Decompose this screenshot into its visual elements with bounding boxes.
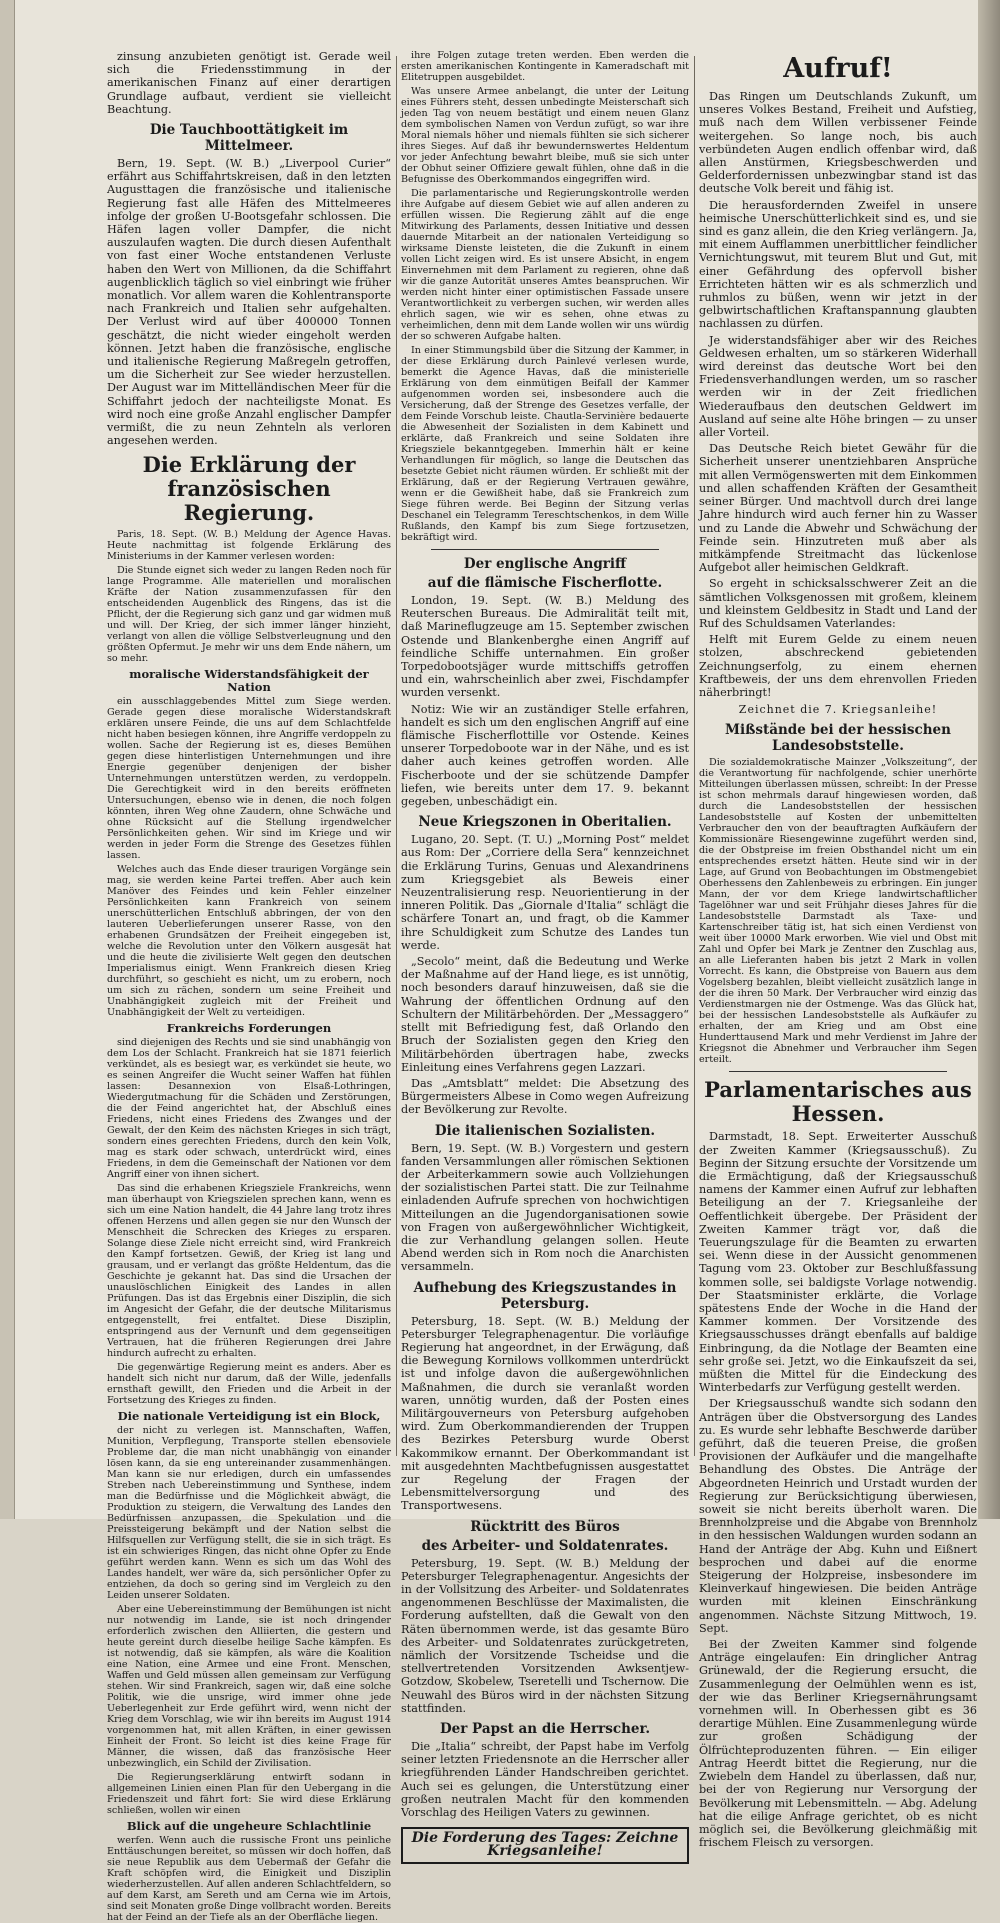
article-text: Das sind die erhabenen Kriegsziele Frankreichs, wenn man überhaupt von Kriegszielen sprechen kann, wenn es sich um eine Nation handelt, die 44 Jahre lang trotz ihres offenen Herzens und allen gegen sie nur den Wunsch der Menschheit die Schrecken des Krieges zu ersparen. Solange diese Ziele nicht erreicht sind, wird Frankreich den Kampf fortsetzen. Gewiß, der Krieg ist lang und grausam, und er verlangt das größte Heldentum, das die Geschichte je gekannt hat. Das sind die Ursachen der unauslöschlichen Einigkeit des Landes in allen Prüfungen. Das ist das Ergebnis einer Disziplin, die sich im Angesicht der Gefahr, die der deutsche Militarismus entgegenstellt, frei entfaltet. Diese Disziplin, entspringend aus der Vernunft und dem gegenseitigen Vertrauen, hat die früheren Regierungen drei Jahre hindurch aufrecht zu erhalten. — [107, 1183, 391, 1360]
article-text: Aber eine Uebereinstimmung der Bemühungen ist nicht nur notwendig im Lande, sie ist noch dringender erforderlich zwischen den Alliierten, die gestern und heute gereint durch dieselbe heilige Sache kämpfen. Es ist notwendig, daß sie kämpfen, als wäre die Koalition eine Nation, eine Armee und eine Front. Menschen, Waffen und Geld müssen allen gemeinsam zur Verfügung stehen. Wir sind Frankreich, sagen wir, daß eine solche Politik, wie die unsrige, wird immer ohne jede Ueberlegenheit zur Erde geführt wird, wenn nicht der Krieg dem Vorschlag, wie wir ihn bereits im August 1914 vorgenommen hat, mit allen Kräften, in einer gewissen Einheit der Front. So leicht ist dies keine Frage für Männer, die wissen, daß das französische Heer unbezwinglich, ein Schild der Zivilisation. — [107, 1604, 391, 1770]
article-text: ein ausschlaggebendes Mittel zum Siege werden. Gerade gegen diese moralische Widerstandskraft erklären unsere Feinde, die uns auf dem Schlachtfelde nicht haben besiegen können, ihre Angriffe verdoppeln zu wollen. Sache der Regierung ist es, dieses Bemühen gegen diese hinterlistigen Unternehmungen und ihre Energie gegenüber denjenigen der bisher Unternehmungen unterstützen werden, zu verdoppeln. Die Gerechtigkeit wird in den bereits eröffneten Untersuchungen, ebenso wie in denen, die noch folgen könnten, ihren Weg ohne Zaudern, ohne Schwäche und ohne Rücksicht auf die Stellung irgendwelcher Persönlichkeiten gehen. Wir sind im Kriege und wir werden in jeder Form die Strenge des Gesetzes fühlen lassen. — [107, 696, 391, 862]
article-text: zinsung anzubieten genötigt ist. Gerade weil sich die Friedensstimmung in der amerikanischen Finanz auf einer derartigen Grundlage aufbaut, verdient sie vielleicht Beachtung. — [107, 50, 391, 116]
article-text: Bei der Zweiten Kammer sind folgende Anträge eingelaufen: Ein dringlicher Antrag Grünewald, der die Regierung ersucht, die Zusammenlegung der Oelmühlen wenn es ist, der wie das Berliner Kriegsernährungsamt vornehmen will. In Oberhessen gibt es 36 derartige Mühlen. Eine Zusammenlegung würde zur großen Schädigung der Ölfrüchteproduzenten führen. — Ein eiliger Antrag Heerdt bittet die Regierung, nur die Zwiebeln dem Handel zu überlassen, daß nur, bei der von Regierung nur Versorgung der Bevölkerung mit Lebensmitteln. — Abg. Adelung hat die eilige Anfrage gerichtet, ob es nicht möglich sei, die Bevölkerung gleichmäßig mit frischem Fleisch zu versorgen. — [699, 1638, 977, 1850]
headline-sozialisten: Die italienischen Sozialisten. — [434, 1122, 656, 1139]
article-text: Darmstadt, 18. Sept. Erweiterter Ausschuß der Zweiten Kammer (Kriegsausschuß). Zu Beginn der Sitzung ersuchte der Vorsitzende um die Ermächtigung, daß der Kriegsausschuß namens der Kammer einen Aufruf zur lebhaften Beteiligung an der 7. Kriegsanleihe der Oeffentlichkeit übergebe. Der Präsident der Zweiten Kammer trägt vor, daß die Teuerungszulage für die Beamten zu erwarten sei. Wenn diese in der Aussicht genommenen Tagung vom 23. Oktober zur Beschlußfassung kommen solle, sei baldigste Vorlage notwendig. Der Staatsminister erklärte, die Vorlage spätestens Ende der Woche in die Hand der Kammer kommen. Der Vorsitzende des Kriegsausschusses drängt ebenfalls auf baldige Einbringung, da die Notlage der Beamten eine sehr große sei. Jetzt, wo die Einkaufszeit da sei, müßten die Mittel für die Eindeckung des Winterbedarfs zur Verfügung gestellt werden. — [699, 1130, 977, 1395]
article-text: Paris, 18. Sept. (W. B.) Meldung der Agence Havas. Heute nachmittag ist folgende Erklärung des Ministeriums in der Kammer verlesen worden: — [107, 529, 391, 563]
page-edge-left — [0, 0, 15, 1519]
headline-englisch-2: auf die flämische Fischerflotte. — [427, 575, 663, 591]
subheading-schlachtlinie: Blick auf die ungeheure Schlachtlinie — [126, 1819, 372, 1834]
headline-englisch-1: Der englische Angriff — [463, 556, 627, 572]
column-middle — [401, 50, 689, 1860]
article-text: der nicht zu verlegen ist. Mannschaften, Waffen, Munition, Verpflegung, Transporte stellen ebensoviele Probleme dar, die man nicht unabhängig von einander lösen kann, da sie eng untereinander zusammenhängen. Man kann sie nur erledigen, durch ein umfassendes Streben nach Uebereinstimmung und Synthese, indem man die Bedürfnisse und die Möglichkeit abwägt, die Produktion zu steigern, die Verwaltung des Landes den Bedürfnissen anzupassen, die Spekulation und die Preissteigerung bekämpft und der Nation selbst die Hilfsquellen zur Verfügung stellt, die sie in sich trägt. Es ist ein schwieriges Ringen, das nicht ohne Opfer zu Ende geführt werden kann. Wenn es sich um das Wohl des Landes handelt, wer wäre da, sich persönlicher Opfer zu entziehen, da doch so gering sind im Vergleich zu den Leiden unserer Soldaten. — [107, 1425, 391, 1602]
article-text: Die sozialdemokratische Mainzer „Volkszeitung“, der die Verantwortung für nachfolgende, schier unerhörte Mitteilungen überlassen müssen, schreibt: In der Presse ist schon mehrmals darauf hingewiesen worden, daß durch die Landesobststellen der hessischen Landesobststelle auf Kosten der unbemittelten Verbraucher den von der beauftragten Aufkäufern der Kommissionäre Riesengewinne zugeführt werden sind, die der Obstpreise im freien Obsthandel nicht um ein entsprechendes ersetzt hätten. Heute sind wir in der Lage, auf Grund von Beobachtungen im Obstmengebiet Oberhessens den Zahlenbeweis zu erbringen. Ein junger Mann, der vor dem Kriege landwirtschaftlicher Tagelöhner war und seit Frühjahr dieses Jahres für die Landesobststelle Darmstadt als Taxe- und Kartenschreiber tätig ist, hat sich einen Verdienst von weit über 10000 Mark erworben. Wie viel und Obst mit Zahl und Opfer bei Mark je Zentner den Zuschlag aus, an alle Lieferanten haben bis jetzt 2 Mark in vollen Vorrecht. Es kann, die Obstpreise von Bauern aus dem Vogelsberg bezahlen, bleibt vielleicht zusätzlich lange in der die ihren 50 Mark. Der Verbraucher wird einzig das Verdienstmargen nie der Ostmenge. Was das Glück hat, bei der hessischen Landesobststelle als Aufkäufer zu erhalten, der am Krieg und am Obst eine Hunderttausend Mark und mehr Verdienst im Jahre der Kriegsnot die Abnehmer und Verbraucher ihm Segen erteilt. — [699, 757, 977, 1066]
article-text: Das „Amtsblatt“ meldet: Die Absetzung des Bürgermeisters Albese in Como wegen Aufreizung der Bevölkerung zur Revolte. — [401, 1076, 689, 1117]
divider — [729, 1071, 947, 1072]
article-text: Die Stunde eignet sich weder zu langen Reden noch für lange Programme. Alle materiellen und moralischen Kräfte der Nation zusammenzufassen für den entscheidenden Augenblick des Ringens, das ist die Pflicht, der die Regierung sich ganz und gar widmen muß und will. Der Krieg, der sich immer länger hinzieht, verlangt von allen die völlige Selbstverleugnung und den größten Opfermut. Je mehr wir uns dem Ende nähern, um so mehr. — [107, 565, 391, 665]
zeichnet-line: Zeichnet die 7. Kriegsanleihe! — [738, 703, 938, 717]
article-text: In einer Stimmungsbild über die Sitzung der Kammer, in der diese Erklärung durch Painlevé verlesen wurde, bemerkt die Agence Havas, daß die ministerielle Erklärung von dem einmütigen Beifall der Kammer aufgenommen worden sei, insbesondere auch die Versicherung, daß der Strenge des Gesetzes verfalle, der dem Feinde Vorschub leiste. Chautla-Servinière bedauerte die Abwesenheit der Sozialisten in dem Kabinett und erklärte, daß Frankreich und seine Soldaten ihre Kriegsziele bekanntgegeben. Immerhin hält er keine Verhandlungen für möglich, so lange die Deutschen das besetzte Gebiet nicht räumen würden. Er schließt mit der Erklärung, daß er der Regierung Vertrauen gewähre, wenn er die Gewißheit habe, daß sie Frankreich zum Siege führen werde. Bei Beginn der Sitzung verlas Deschanel ein Telegramm Tereschtschenkos, in dem Wille Rußlands, den Kampf bis zum Siege fortzusetzen, bekräftigt wird. — [401, 345, 689, 543]
article-text: Welches auch das Ende dieser traurigen Vorgänge sein mag, sie werden keine Partei treffen. Aber auch kein Manöver des Feindes und kein Fehler einzelner Persönlichkeiten kann Frankreich von seinem unerschütterlichen Entschluß abbringen, der von den lauteren Ueberlieferungen unserer Rasse, von den erhabenen Grundsätzen der Freiheit eingegeben ist, welche die Revolution unter den Völkern ausgesät hat und die heute die zivilisierte Welt gegen den deutschen Imperialismus einigt. Wenn Frankreich diesen Krieg durchführt, so geschieht es nicht, um zu erobern, noch um sich zu rächen, sondern um seine Freiheit und Unabhängigkeit zugleich mit der Freiheit und Unabhängigkeit der Welt zu verteidigen. — [107, 864, 391, 1019]
subheading-moral: moralische Widerstandsfähigkeit der Nation — [129, 667, 369, 695]
headline-parlamentarisches: Parlamentarisches aus Hessen. — [704, 1077, 972, 1127]
headline-tauchboot: Die Tauchboottätigkeit im Mittelmeer. — [149, 122, 349, 155]
page-edge-right — [978, 0, 1000, 1519]
article-text: Was unsere Armee anbelangt, die unter der Leitung eines Führers steht, dessen unbedingte Meisterschaft sich jeden Tag von neuem bestätigt und einem neuen Glanz dem symbolischen Namen von Verdun zufügt, so war ihre Moral niemals höher und niemals fühlten sie sich sicherer ihres Sieges. Auf daß ihr bewundernswertes Heldentum vor jeder Anfechtung bewahrt bleibe, muß sie sich unter der Obhut seiner Offiziere gewalt fühlen, ohne daß in die Befugnisse des Oberkommandos eingegriffen wird. — [401, 86, 689, 185]
article-text: Das Deutsche Reich bietet Gewähr für die Sicherheit unserer unentziehbaren Ansprüche mit allen Vermögenswerten mit dem Einkommen und allen schaffenden Kräften der Gesamtheit seiner Bürger. Und machtvoll durch drei lange Jahre hindurch wird auch ferner hin zu Wasser und zu Lande die Abwehr und Schwächung der Feinde sein. Hinzutreten muß aber als mitkämpfende Streitmacht das lückenlose Aufgebot aller heimischen Geldkraft. — [699, 442, 977, 575]
article-text: Petersburg, 18. Sept. (W. B.) Meldung der Petersburger Telegraphenagentur. Die vorläufige Regierung hat angeordnet, in der Erwägung, daß die Bewegung Kornilows vollkommen unterdrückt ist und infolge davon die außergewöhnlichen Maßnahmen, die durch sie veranlaßt worden waren, unnötig wurden, daß der Posten eines Militärgouverneurs von Petersburg aufgehoben wird. Zum Oberkommandierenden der Truppen des Bezirkes Petersburg wurde Oberst Kakommikow ernannt. Der Oberkommandant ist mit ausgedehnten Machtbefugnissen ausgestattet zur Regelung der Fragen der Lebensmittelversorgung und des Transportwesens. — [401, 1314, 689, 1513]
article-text: sind diejenigen des Rechts und sie sind unabhängig von dem Los der Schlacht. Frankreich hat sie 1871 feierlich verkündet, als es besiegt war, es verkündet sie heute, wo es seinen Angreifer die Wucht seiner Waffen hat fühlen lassen: Desannexion von Elsaß-Lothringen, Wiedergutmachung für die Schäden und Zerstörungen, die der Feind angerichtet hat, der Abschluß eines Friedens, nicht eines Friedens des Zwanges und der Gewalt, der den Keim des nächsten Krieges in sich trägt, sondern eines gerechten Friedens, durch den kein Volk, mag es stark oder schwach, unterdrückt wird, eines Friedens, in dem die Gemeinschaft der Nationen vor dem Angriff einer von ihnen sichert. — [107, 1037, 391, 1181]
article-text: Bern, 19. Sept. (W. B.) Vorgestern und gestern fanden Versammlungen aller römischen Sektionen der Arbeiterkammern sowie auch Vollziehungen der sozialistischen Partei statt. Die zur Teilnahme einladenden Aufrufe sprechen von hochwichtigen Mitteilungen an die Jugendorganisationen sowie von Fragen von außergewöhnlicher Wichtigkeit, die zur Verhandlung gelangen sollen. Heute Abend werden sich in Rom noch die Anarchisten versammeln. — [401, 1141, 689, 1274]
headline-papst: Der Papst an die Herrscher. — [439, 1721, 651, 1738]
subheading-forderungen: Frankreichs Forderungen — [166, 1021, 332, 1036]
headline-rueck-2: des Arbeiter- und Soldatenrates. — [421, 1537, 669, 1554]
article-text: „Secolo“ meint, daß die Bedeutung und Werke der Maßnahme auf der Hand liege, es ist unnötig, noch besonders darauf hinzuweisen, daß sie die Wahrung der öffentlichen Ordnung auf den Schultern der Militärbehörden. Der „Messaggero“ stellt mit Befriedigung fest, daß Orlando den Bruch der Sozialisten gegen den Krieg den Militärbehörden übertragen habe, zwecks Einleitung eines Verfahrens gegen Lazzari. — [401, 955, 689, 1074]
headline-petersburg: Aufhebung des Kriegszustandes in Petersburg. — [413, 1279, 677, 1312]
headline-rueck-1: Rücktritt des Büros — [470, 1518, 620, 1535]
column-left — [107, 50, 391, 1923]
slogan-box: Die Forderung des Tages: Zeichne Kriegsanleihe! — [401, 1827, 689, 1863]
headline-oberitalien: Neue Kriegszonen in Oberitalien. — [418, 814, 672, 831]
headline-aufruf: Aufruf! — [783, 53, 893, 84]
article-text: werfen. Wenn auch die russische Front uns peinliche Enttäuschungen bereitet, so müssen wir doch hoffen, daß sie neue Republik aus dem Uebermaß der Gefahr die Kraft schöpfen wird, die Einigkeit und Disziplin wiederherzustellen. Auf allen anderen Schlachtfeldern, so auf dem Karst, am Sereth und am Cerna wie im Artois, sind seit Monaten große Dinge vollbracht worden. Bereits hat der Feind an der Tiefe als an der Oberfläche liegen. — [107, 1835, 391, 1923]
article-text: London, 19. Sept. (W. B.) Meldung des Reuterschen Bureaus. Die Admiralität teilt mit, daß Marineflugzeuge am 15. September zwischen Ostende und Blankenberghe einen Angriff auf feindliche Schiffe unternahmen. Ein großer Torpedobootsjäger wurde mittschiffs getroffen und ein, wahrscheinlich aber zwei, Fischdampfer wurden versenkt. — [401, 594, 689, 700]
headline-erklaerung: Die Erklärung der französischen Regierung. — [142, 452, 356, 526]
article-text: Der Kriegsausschuß wandte sich sodann den Anträgen über die Obstversorgung des Landes zu. Es wurde sehr lebhafte Beschwerde darüber geführt, daß die teueren Preise, die großen Provisionen der Aufkäufer und die mangelhafte Behandlung des Obstes. Die Anträge der Abgeordneten Heinrich und Urstadt wurden der Regierung zur Berücksichtigung überwiesen, soweit sie nicht bereits überholt waren. Die Brennholzpreise und die Abgabe von Brennholz in den hessischen Waldungen wurden sodann an Hand der Anträge der Abg. Kuhn und Eißnert besprochen und dabei auf die enorme Steigerung der Holzpreise, insbesondere im Kleinverkauf hingewiesen. Die beiden Anträge wurden mit kleinen Einschränkung angenommen. Nächste Sitzung Mittwoch, 19. Sept. — [699, 1397, 977, 1635]
article-text: Helft mit Eurem Gelde zu einem neuen stolzen, abschreckend gebietenden Zeichnungserfolg, zu einem ehernen Kraftbeweis, der uns dem ehrenvollen Frieden näherbringt! — [699, 633, 977, 699]
article-text: Petersburg, 19. Sept. (W. B.) Meldung der Petersburger Telegraphenagentur. Angesichts der in der Vollsitzung des Arbeiter- und Soldatenrates angenommenen Beschlüsse der Maximalisten, die Forderung aufstellten, daß die Gewalt von den Räten übernommen werde, ist das gesamte Büro des Arbeiter- und Soldatenrates zurückgetreten, nämlich der Vorsitzende Tscheidse und die stellvertretenden Vorsitzenden Awksentjew-Gotzdow, Skobelew, Tseretelli und Tschernow. Die Neuwahl des Büros wird in der nächsten Sitzung stattfinden. — [401, 1556, 689, 1715]
article-text: Die parlamentarische und Regierungskontrolle werden ihre Aufgabe auf diesem Gebiet wie auf allen anderen zu erfüllen wissen. Die Regierung zählt auf die enge Mitwirkung des Parlaments, dessen Initiative und dessen dauernde Mitarbeit an der nationalen Verteidigung so wirksame Dienste leisteten, die die Zukunft in einem vollen Licht zeigen wird. Es ist unsere Absicht, in engem Einvernehmen mit dem Parlament zu regieren, ohne daß wir die ganze Autorität unseres Amtes beanspruchen. Wir werden nicht hinter einer optimistischen Fassade unsere Verantwortlichkeit zu verbergen suchen, wir werden alles ehrlich sagen, wie wir es sehen, ohne etwas zu verheimlichen, denn mit dem Lande wollen wir uns würdig der so schweren Aufgabe halten. — [401, 188, 689, 342]
column-rule — [694, 56, 695, 1456]
article-text: Die gegenwärtige Regierung meint es anders. Aber es handelt sich nicht nur darum, daß der Wille, jedenfalls ernsthaft gewillt, den Frieden und die Arbeit in der Fortsetzung des Krieges zu finden. — [107, 1362, 391, 1407]
article-text: So ergeht in schicksalsschwerer Zeit an die sämtlichen Volksgenossen mit großem, kleinem und kleinstem Geldbesitz in Stadt und Land der Ruf des Schuldsamen Vaterlandes: — [699, 577, 977, 630]
article-text: Die Regierungserklärung entwirft sodann in allgemeinen Linien einen Plan für den Uebergang in die Friedenszeit und fährt fort: Sie wird diese Erklärung schließen, wollen wir einen — [107, 1772, 391, 1817]
column-right — [699, 50, 977, 1850]
article-text: Je widerstandsfähiger aber wir des Reiches Geldwesen erhalten, um so stärkeren Widerhall wird dereinst das deutsche Wort bei den Friedensverhandlungen werden, um so rascher werden wir in der Zeit friedlichen Wiederaufbaus den deutschen Geldwert im Ausland auf seine alte Höhe bringen — zu unser aller Vorteil. — [699, 333, 977, 440]
article-text: Die „Italia“ schreibt, der Papst habe im Verfolg seiner letzten Friedensnote an die Herrscher aller kriegführenden Länder Handschreiben gerichtet. Auch sei es gelungen, die Unterstützung einer großen neutralen Macht für den kommenden Vorschlag des Heiligen Vaters zu gewinnen. — [401, 1740, 689, 1820]
column-rule — [396, 56, 397, 1456]
article-text: Bern, 19. Sept. (W. B.) „Liverpool Curier“ erfährt aus Schiffahrtskreisen, daß in den letzten Augusttagen die französische und italienische Regierung fast alle Häfen des Mittelmeeres infolge der großen U-Bootsgefahr schlossen. Die Häfen lagen voller Dampfer, die nicht auszulaufen wagten. Die durch diesen Aufenthalt von fast einer Woche entstandenen Verluste haben den Wert von Millionen, da die Schiffahrt augenblicklich täglich so viel einbringt wie früher monatlich. Vor allem waren die Kohlentransporte nach Frankreich und Italien sehr aufgehalten. Der Verlust wird auf über 400000 Tonnen geschätzt, die nicht wieder eingeholt werden können. Jetzt haben die französische, englische und italienische Regierung Maßregeln getroffen, um die Sicherheit zur See wieder herzustellen. Der August war im Mittelländischen Meer für die Schiffahrt jedoch der nachteiligste Monat. Es wird noch eine große Anzahl englischer Dampfer vermißt, die zu neun Zehnteln als verloren angesehen werden. — [107, 157, 391, 448]
divider — [431, 549, 659, 550]
article-text: Notiz: Wie wir an zuständiger Stelle erfahren, handelt es sich um den englischen Angriff auf eine flämische Fischerflottille vor Ostende. Keines unserer Torpedoboote war in der Nähe, und es ist daher auch keines getroffen worden. Alle Fischerboote und der sie schützende Dampfer liefen, wie bereits unter dem 17. 9. bekannt gegeben, unbeschädigt ein. — [401, 702, 689, 809]
article-text: ihre Folgen zutage treten werden. Eben werden die ersten amerikanischen Kontingente in Kameradschaft mit Elitetruppen ausgebildet. — [401, 50, 689, 83]
headline-missstaende: Mißstände bei der hessischen Landesobststelle. — [725, 722, 951, 755]
article-text: Die herausfordernden Zweifel in unsere heimische Unerschütterlichkeit sind es, und sie sind es ganz allein, die den Krieg verlängern. Ja, mit einem Aufflammen unerbittlicher feindlicher Vernichtungswut, mit teurem Blut und Gut, mit einer Gefährdung des opfervoll bisher Errichteten hätten wir es als schmerzlich und ruhmlos zu büßen, wenn wir jetzt in der gelbwirtschaftlichen Kraftanspannung glaubten nachlassen zu dürfen. — [699, 198, 977, 331]
article-text: Lugano, 20. Sept. (T. U.) „Morning Post“ meldet aus Rom: Der „Corriere della Sera“ kennzeichnet die Erklärung Turins, Genuas und Alexandrinens zum Kriegsgebiet als Beweis einer Neuzentralisierung resp. Neuorientierung in der inneren Politik. Das „Giornale d'Italia“ schlägt die schärfere Tonart an, und fragt, ob die Kammer ihre Schuldigkeit zum Schutze des Landes tun werde. — [401, 833, 689, 952]
subheading-verteidigung: Die nationale Verteidigung ist ein Block, — [117, 1409, 381, 1424]
article-text: Das Ringen um Deutschlands Zukunft, um unseres Volkes Bestand, Freiheit und Aufstieg, muß nach dem Willen verbissener Feinde weitergehen. So lange noch, bis auch verbündeten Augen endlich offenbar wird, daß allen Anstürmen, Kriegsbeschwerden und Gelderfordernissen unbezwingbar stand ist das deutsche Volk bereit und fähig ist. — [699, 90, 977, 196]
